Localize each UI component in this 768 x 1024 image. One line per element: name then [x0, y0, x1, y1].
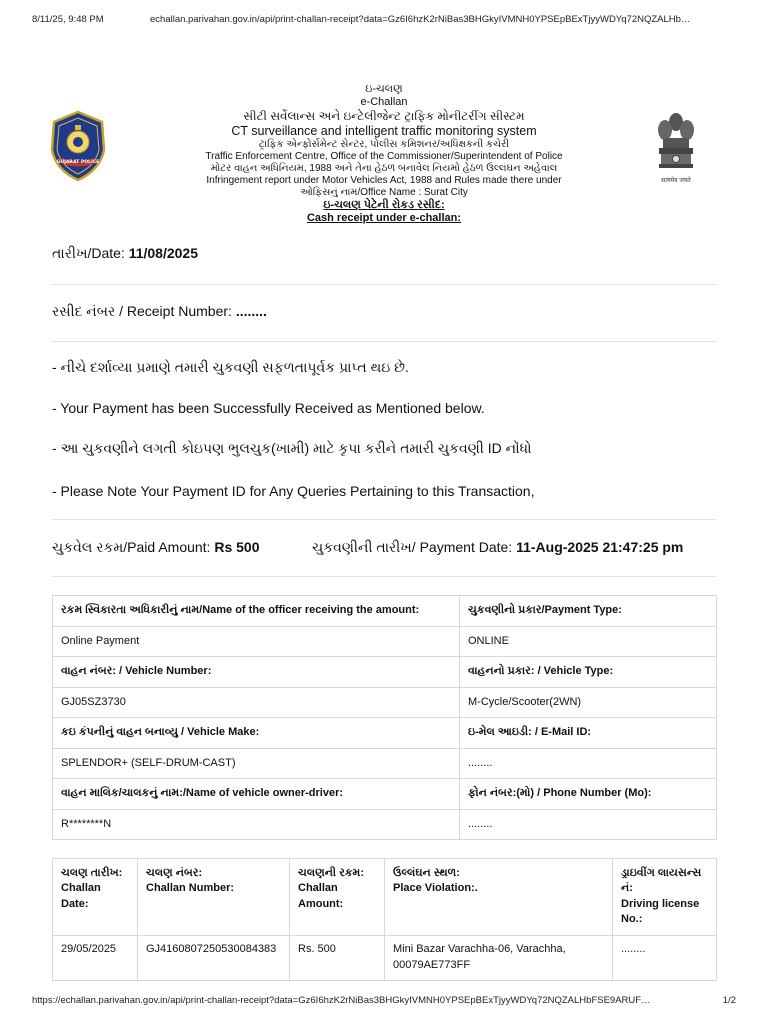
title-gujarati: ઇ-ચલણ — [365, 83, 403, 95]
header-gujarati: ચલણ નંબર: — [146, 867, 203, 879]
header-gujarati: ઉલ્લંઘન સ્થળ: — [393, 867, 460, 879]
footer-url[interactable]: https://echallan.parivahan.gov.in/api/print-challan-receipt?data=Gz6I6hzK2rNiBas3BHGkyIVMNH0YPSEpBExTjyyWDYq72NQZALHbFSE9ARUF… — [32, 995, 651, 1006]
vehicle-type-value: M-Cycle/Scooter(2WN) — [460, 687, 717, 718]
table-row — [53, 809, 717, 840]
national-emblem — [652, 110, 700, 188]
header-gujarati: ચલણ તારીખ: — [61, 867, 123, 879]
email-value: ........ — [460, 748, 717, 779]
phone-number-label: ફોન નંબર:(મો) / Phone Number (Mo): — [460, 779, 717, 810]
office-name: ઓફિસનું નામ/Office Name : Surat City — [300, 186, 468, 198]
receipt-number-label: રસીદ નંબર / Receipt Number: — [52, 303, 236, 319]
place-violation-value: Mini Bazar Varachha-06, Varachha, 00079AE773FF — [385, 936, 613, 981]
header-english: Driving license No.: — [621, 897, 700, 926]
table-row — [53, 626, 717, 657]
divider — [52, 576, 716, 577]
receipt-title-english: Cash receipt under e-challan: — [306, 211, 462, 224]
receipt-header — [150, 83, 618, 225]
challan-number-header — [138, 859, 290, 936]
officer-name-label: રકમ સ્વિકારતા અધિકારીનું નામ/Name of the officer receiving the amount: — [53, 596, 460, 627]
phone-number-value: ........ — [460, 809, 717, 840]
owner-name-label: વાહન માલિક/ચાલકનું નામ:/Name of vehicle owner-driver: — [53, 779, 460, 810]
table-row — [53, 596, 717, 627]
header-english: Place Violation:. — [393, 882, 478, 895]
vehicle-number-label: વાહન નંબર: / Vehicle Number: — [53, 657, 460, 688]
payment-date — [312, 539, 683, 556]
logo-text: GUJARAT POLICE — [56, 160, 100, 165]
place-violation-header — [385, 859, 613, 936]
receipt-title-gujarati: ઇ-ચલણ પેટેની રોકડ રસીદ: — [323, 198, 445, 211]
vehicle-make-label: કઇ કંપનીનું વાહન બનાવ્યુ / Vehicle Make: — [53, 718, 460, 749]
emblem-motto: सत्यमेव जयते — [661, 177, 691, 184]
driving-license-value: ........ — [613, 936, 717, 981]
challan-date-value: 29/05/2025 — [53, 936, 138, 981]
header-english: Challan Amount: — [298, 882, 344, 910]
print-timestamp: 8/11/25, 9:48 PM — [32, 14, 104, 25]
challan-date-header — [53, 859, 138, 936]
header-english: Challan Date: — [61, 882, 101, 910]
page-number: 1/2 — [722, 995, 736, 1006]
message-line: - Your Payment has been Successfully Received as Mentioned below. — [52, 400, 485, 416]
message-line: - આ ચુકવણીને લગતી કોઇપણ ભુલચુક(ખામી) માટે કૃપા કરીને તમારી ચુકવણી ID નોંધો — [52, 440, 532, 456]
message-line: - Please Note Your Payment ID for Any Queries Pertaining to this Transaction, — [52, 483, 535, 499]
system-name-gujarati: સીટી સર્વેલાન્સ અને ઇન્ટેલીજેન્ટ ટ્રાફિક મોનીટરીંગ સીસ્ટમ — [243, 109, 525, 124]
officer-name-value: Online Payment — [53, 626, 460, 657]
table-row — [53, 936, 717, 981]
table-row — [53, 779, 717, 810]
page-url[interactable]: echallan.parivahan.gov.in/api/print-challan-receipt?data=Gz6I6hzK2rNiBas3BHGkyIVMNH0YPSEpBExTjyyWDYq72NQZALHb… — [150, 14, 691, 25]
date-label: તારીખ/Date: — [52, 245, 129, 261]
table-row — [53, 657, 717, 688]
payment-type-label: ચુકવણીનો પ્રકાર/Payment Type: — [460, 596, 717, 627]
owner-name-value: R********N — [53, 809, 460, 840]
office-english: Traffic Enforcement Centre, Office of the Commissioner/Superintendent of Police — [205, 150, 563, 162]
table-row — [53, 718, 717, 749]
receipt-number-value: ........ — [235, 303, 267, 319]
payment-date-label: ચુકવણીની તારીખ/ Payment Date: — [312, 539, 517, 555]
act-english: Infringement report under Motor Vehicles Act, 1988 and Rules made there under — [206, 174, 562, 186]
payment-details-table — [52, 595, 717, 840]
vehicle-number-value: GJ05SZ3730 — [53, 687, 460, 718]
header-english: Challan Number: — [146, 882, 235, 895]
header-gujarati: ચલણની રકમ: — [298, 867, 364, 879]
payment-type-value: ONLINE — [460, 626, 717, 657]
system-name-english: CT surveillance and intelligent traffic monitoring system — [231, 123, 537, 138]
challan-amount-value: Rs. 500 — [290, 936, 385, 981]
paid-amount-label: ચુકવેલ રકમ/Paid Amount: — [52, 539, 215, 555]
challan-number-value: GJ4160807250530084383 — [138, 936, 290, 981]
gujarat-police-logo — [50, 110, 106, 182]
table-row — [53, 687, 717, 718]
date-row — [52, 245, 716, 262]
challan-table — [52, 858, 717, 981]
divider — [52, 519, 716, 520]
office-gujarati: ટ્રાફિક એન્ફોર્સમેન્ટ સેન્ટર, પોલીસ કમિશનર/અધિક્ષકની કચેરી — [258, 138, 510, 150]
driving-license-header — [613, 859, 717, 936]
message-line: - નીચે દર્શાવ્યા પ્રમાણે તમારી ચુકવણી સફળતાપૂર્વક પ્રાપ્ત થઇ છે. — [52, 359, 409, 375]
paid-amount-value: Rs 500 — [214, 539, 260, 555]
paid-amount — [52, 539, 260, 556]
header-gujarati: ડ્રાઇવીંગ લાયસન્સ નં: — [621, 867, 702, 895]
divider — [52, 341, 716, 342]
table-row — [53, 748, 717, 779]
table-header-row — [53, 859, 717, 936]
challan-amount-header — [290, 859, 385, 936]
vehicle-type-label: વાહનનો પ્રકાર: / Vehicle Type: — [460, 657, 717, 688]
payment-date-value: 11-Aug-2025 21:47:25 pm — [516, 539, 684, 555]
act-gujarati: મોટર વાહન અધિનિયમ, 1988 અને તેના હેઠળ બનાવેલ નિયમો હેઠળ ઉલ્લંઘન અહેવાલ — [210, 162, 558, 174]
vehicle-make-value: SPLENDOR+ (SELF-DRUM-CAST) — [53, 748, 460, 779]
receipt-number-row — [52, 303, 716, 320]
divider — [52, 284, 716, 285]
title-english: e-Challan — [360, 96, 408, 109]
date-value: 11/08/2025 — [128, 245, 198, 261]
email-label: ઇ-મેલ આઇડી: / E-Mail ID: — [460, 718, 717, 749]
